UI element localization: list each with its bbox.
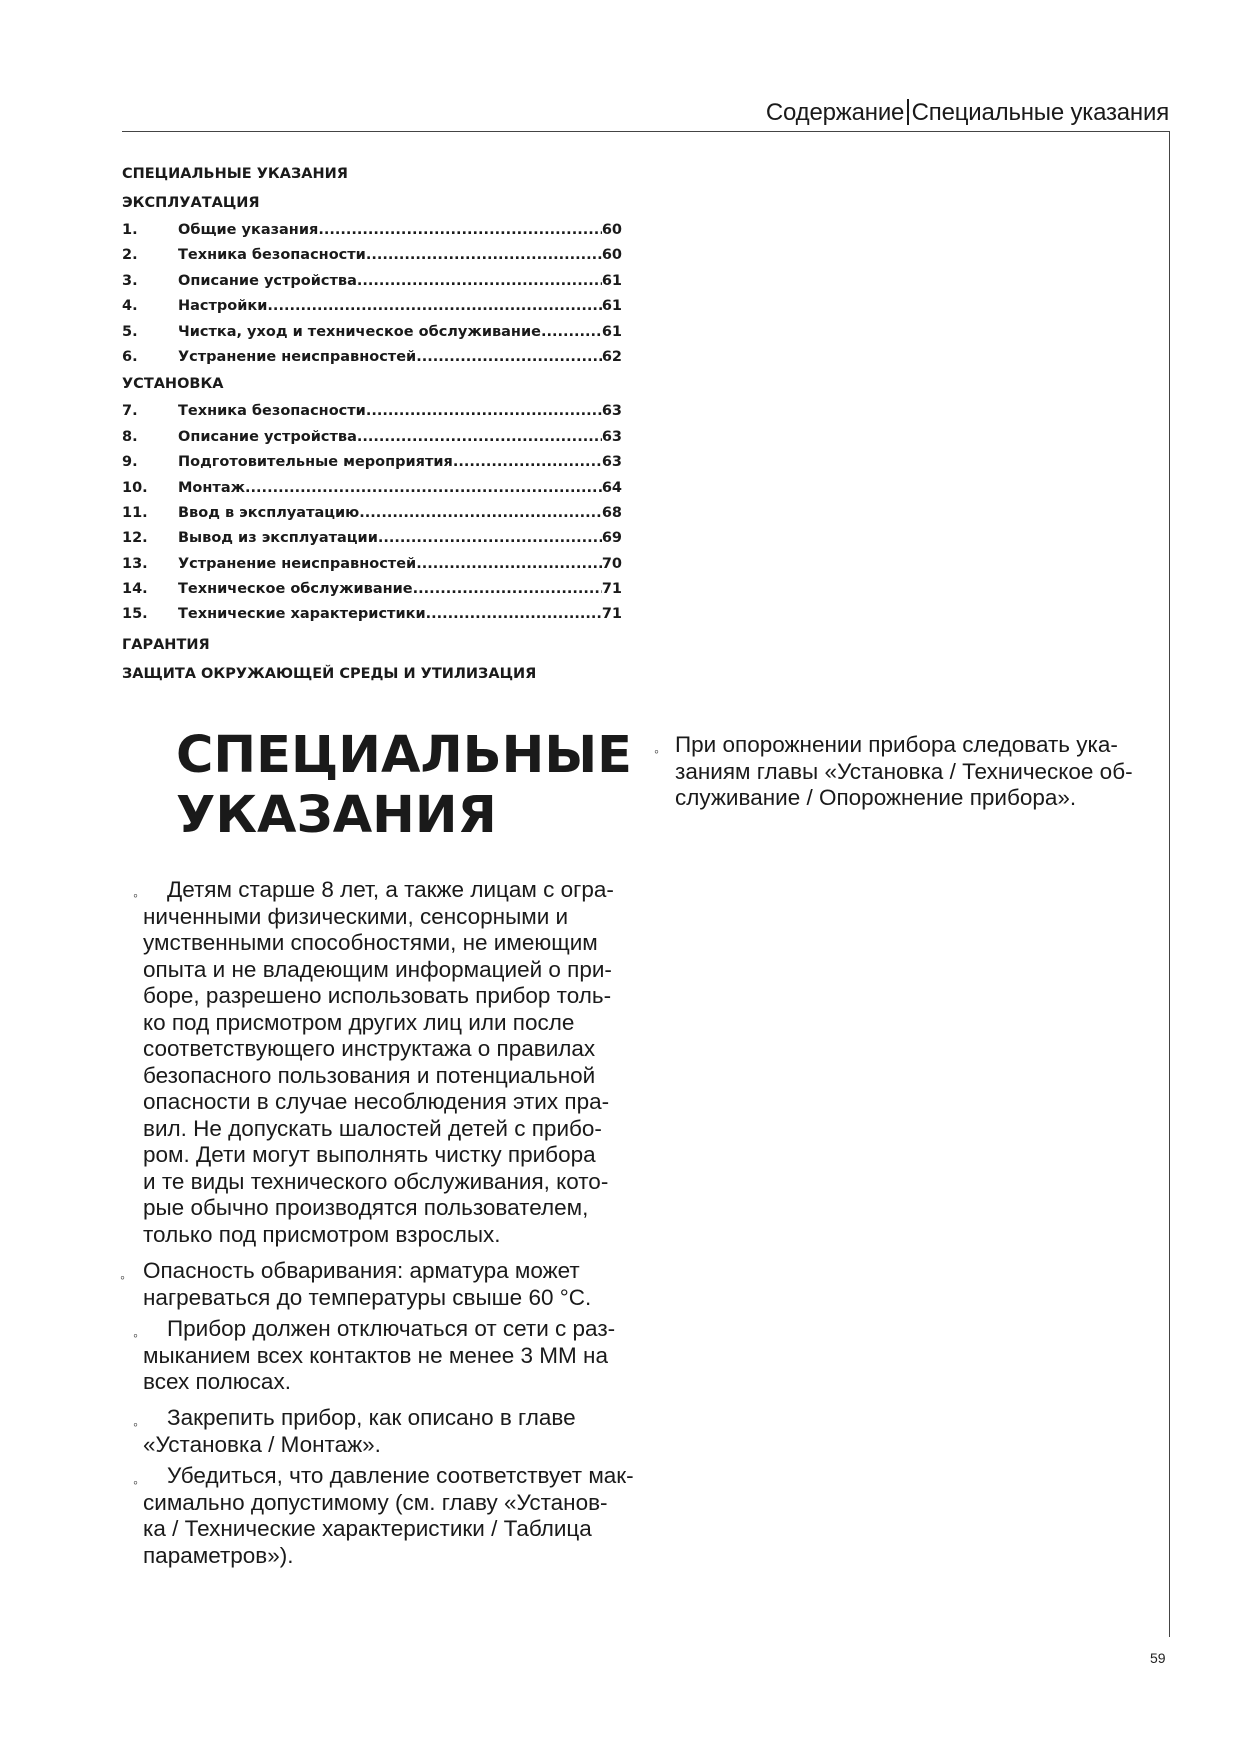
header-section: Содержание bbox=[765, 99, 905, 126]
text-line: безопасного пользования и потенциальной bbox=[143, 1062, 596, 1088]
toc-entry[interactable] bbox=[122, 476, 622, 501]
toc-entry-label: Монтаж bbox=[178, 479, 246, 496]
toc-entry[interactable] bbox=[122, 345, 622, 370]
toc-leader-dots bbox=[541, 320, 602, 345]
toc-entry-label: Техника безопасности bbox=[178, 403, 366, 420]
toc-entry-number: 14. bbox=[122, 581, 148, 598]
page-header bbox=[766, 99, 1169, 127]
toc-leader-dots bbox=[357, 425, 602, 450]
toc-entry-page: 60 bbox=[601, 247, 622, 264]
text-line: ром. Дети могут выполнять чистку прибора bbox=[143, 1142, 596, 1167]
section-heading-line2: УКАЗАНИЯ bbox=[176, 786, 497, 845]
toc-entry[interactable] bbox=[122, 577, 622, 602]
toc-entry-page: 71 bbox=[601, 581, 622, 598]
bullet-pressure bbox=[143, 1463, 634, 1569]
toc-entry-page: 68 bbox=[601, 504, 622, 521]
toc-entry-number: 5. bbox=[122, 323, 138, 340]
bullet-icon: ◦ bbox=[133, 887, 138, 903]
bullet-draining bbox=[675, 732, 1133, 812]
toc-entry-page: 71 bbox=[601, 606, 622, 623]
text-line: вил. Не допускать шалостей детей с прибо- bbox=[143, 1115, 602, 1141]
toc-leader-dots bbox=[359, 501, 602, 526]
toc-leader-dots bbox=[318, 218, 602, 243]
toc-heading-installation[interactable]: УСТАНОВКА bbox=[122, 376, 224, 393]
toc-entry-label: Вывод из эксплуатации bbox=[178, 530, 378, 547]
toc-entry-page: 62 bbox=[601, 348, 622, 365]
text-line: умственными способностями, не имеющим bbox=[143, 930, 598, 955]
text-line: При опорожнении прибора следовать ука- bbox=[675, 732, 1118, 757]
text-line: Детям старше 8 лет, а также лицам с огра- bbox=[167, 877, 614, 902]
toc-entry-number: 8. bbox=[122, 428, 138, 445]
header-title: Специальные указания bbox=[911, 99, 1169, 126]
bullet-disconnect bbox=[143, 1316, 615, 1396]
bullet-children bbox=[143, 877, 614, 1248]
bullet-icon: ◦ bbox=[133, 1474, 138, 1490]
table-of-contents bbox=[122, 160, 622, 689]
text-line: служивание / Опорожнение прибора». bbox=[675, 785, 1077, 810]
toc-leader-dots bbox=[245, 476, 602, 501]
toc-entry-page: 63 bbox=[601, 403, 622, 420]
text-line: только под присмотром взрослых. bbox=[143, 1221, 501, 1247]
text-line: соответствующего инструктажа о правилах bbox=[143, 1036, 596, 1061]
page-number: 59 bbox=[1150, 1650, 1166, 1666]
toc-leader-dots bbox=[267, 294, 601, 319]
toc-leader-dots bbox=[426, 602, 602, 627]
toc-leader-dots bbox=[378, 526, 602, 551]
toc-entry-page: 63 bbox=[601, 454, 622, 471]
bullet-icon: ◦ bbox=[133, 1327, 138, 1343]
toc-entry-label: Технические характеристики bbox=[178, 606, 426, 623]
toc-entry-page: 60 bbox=[601, 222, 622, 238]
toc-heading-special[interactable]: СПЕЦИАЛЬНЫЕ УКАЗАНИЯ bbox=[122, 166, 348, 182]
text-line: Прибор должен отключаться от сети с раз- bbox=[167, 1316, 616, 1341]
toc-entry[interactable] bbox=[122, 294, 622, 319]
text-line: заниям главы «Установка / Техническое об- bbox=[675, 758, 1133, 784]
toc-entry[interactable] bbox=[122, 450, 622, 475]
header-rule bbox=[122, 131, 1170, 132]
toc-entry-page: 61 bbox=[601, 298, 622, 315]
text-line: боре, разрешено использовать прибор толь- bbox=[143, 983, 612, 1008]
margin-rule bbox=[1169, 131, 1170, 1637]
text-line: Закрепить прибор, как описано в главе bbox=[167, 1405, 576, 1430]
bullet-icon: ◦ bbox=[120, 1269, 125, 1285]
toc-entry-page: 61 bbox=[601, 272, 622, 289]
toc-entry-number: 10. bbox=[122, 479, 148, 496]
text-line: мыканием всех контактов не менее 3 ММ на bbox=[143, 1342, 608, 1368]
toc-heading-operation[interactable]: ЭКСПЛУАТАЦИЯ bbox=[122, 195, 260, 211]
toc-operation-list bbox=[122, 218, 622, 370]
text-line: нагреваться до температуры свыше 60 °C. bbox=[143, 1284, 592, 1310]
toc-leader-dots bbox=[416, 345, 602, 370]
toc-entry-page: 61 bbox=[601, 323, 622, 340]
toc-leader-dots bbox=[366, 243, 602, 268]
toc-leader-dots bbox=[357, 269, 602, 294]
bullet-scald bbox=[143, 1258, 591, 1311]
toc-heading-warranty[interactable]: ГАРАНТИЯ bbox=[122, 636, 210, 653]
toc-entry-label: Техника безопасности bbox=[178, 247, 366, 264]
toc-entry[interactable] bbox=[122, 425, 622, 450]
text-line: параметров»). bbox=[143, 1542, 294, 1568]
text-line: «Установка / Монтаж». bbox=[143, 1431, 381, 1457]
toc-entry[interactable] bbox=[122, 501, 622, 526]
toc-leader-dots bbox=[416, 552, 602, 577]
toc-entry[interactable] bbox=[122, 218, 622, 243]
section-heading bbox=[176, 726, 656, 846]
section-heading-line1: СПЕЦИАЛЬНЫЕ bbox=[176, 726, 633, 785]
toc-entry-number: 3. bbox=[122, 272, 138, 289]
toc-entry-page: 69 bbox=[601, 530, 622, 547]
header-separator bbox=[907, 99, 909, 125]
toc-installation-list bbox=[122, 399, 622, 628]
toc-entry-label: Настройки bbox=[178, 298, 268, 315]
text-line: ниченными физическими, сенсорными и bbox=[143, 903, 569, 929]
text-line: опасности в случае несоблюдения этих пра- bbox=[143, 1089, 610, 1114]
text-line: Опасность обваривания: арматура может bbox=[143, 1258, 580, 1283]
toc-leader-dots bbox=[453, 450, 602, 475]
text-line: симально допустимому (см. главу «Установ- bbox=[143, 1489, 608, 1515]
toc-entry-number: 1. bbox=[122, 222, 138, 238]
toc-entry-number: 2. bbox=[122, 247, 138, 264]
toc-entry-page: 63 bbox=[601, 428, 622, 445]
toc-entry-page: 70 bbox=[601, 555, 622, 572]
toc-entry-number: 15. bbox=[122, 606, 148, 623]
toc-leader-dots bbox=[413, 577, 602, 602]
toc-entry[interactable] bbox=[122, 526, 622, 551]
toc-entry[interactable] bbox=[122, 602, 622, 627]
toc-entry-number: 11. bbox=[122, 504, 148, 521]
text-line: и те виды технического обслуживания, кото- bbox=[143, 1168, 609, 1194]
bullet-mount bbox=[143, 1405, 576, 1458]
text-line: всех полюсах. bbox=[143, 1369, 291, 1394]
toc-entry-number: 4. bbox=[122, 298, 138, 315]
toc-entry-label: Ввод в эксплуатацию bbox=[178, 504, 360, 521]
text-line: рые обычно производятся пользователем, bbox=[143, 1195, 589, 1220]
toc-entry-number: 7. bbox=[122, 403, 138, 420]
text-line: ко под присмотром других лиц или после bbox=[143, 1009, 575, 1035]
toc-entry-number: 6. bbox=[122, 348, 138, 365]
toc-heading-environment[interactable]: ЗАЩИТА ОКРУЖАЮЩЕЙ СРЕДЫ И УТИЛИЗАЦИЯ bbox=[122, 665, 537, 682]
toc-entry[interactable] bbox=[122, 243, 622, 268]
toc-entry-label: Чистка, уход и техническое обслуживание bbox=[178, 323, 541, 340]
toc-entry-label: Описание устройства bbox=[178, 428, 357, 445]
toc-entry-number: 12. bbox=[122, 530, 148, 547]
toc-entry[interactable] bbox=[122, 320, 622, 345]
toc-entry-label: Устранение неисправностей bbox=[178, 348, 417, 365]
toc-entry-number: 13. bbox=[122, 555, 148, 572]
text-line: Убедиться, что давление соответствует мак- bbox=[167, 1463, 634, 1488]
text-line: опыта и не владеющим информацией о при- bbox=[143, 956, 612, 982]
toc-entry-label: Описание устройства bbox=[178, 272, 357, 289]
toc-entry-label: Устранение неисправностей bbox=[178, 555, 417, 572]
toc-entry[interactable] bbox=[122, 269, 622, 294]
toc-leader-dots bbox=[366, 399, 602, 424]
toc-entry[interactable] bbox=[122, 552, 622, 577]
toc-entry-page: 64 bbox=[601, 479, 622, 496]
toc-entry[interactable] bbox=[122, 399, 622, 424]
bullet-icon: ◦ bbox=[654, 743, 659, 759]
toc-entry-number: 9. bbox=[122, 454, 138, 471]
toc-entry-label: Техническое обслуживание bbox=[178, 581, 413, 598]
toc-entry-label: Общие указания bbox=[178, 222, 319, 238]
text-line: ка / Технические характеристики / Таблица bbox=[143, 1516, 592, 1541]
toc-entry-label: Подготовительные мероприятия bbox=[178, 454, 453, 471]
bullet-icon: ◦ bbox=[133, 1416, 138, 1432]
